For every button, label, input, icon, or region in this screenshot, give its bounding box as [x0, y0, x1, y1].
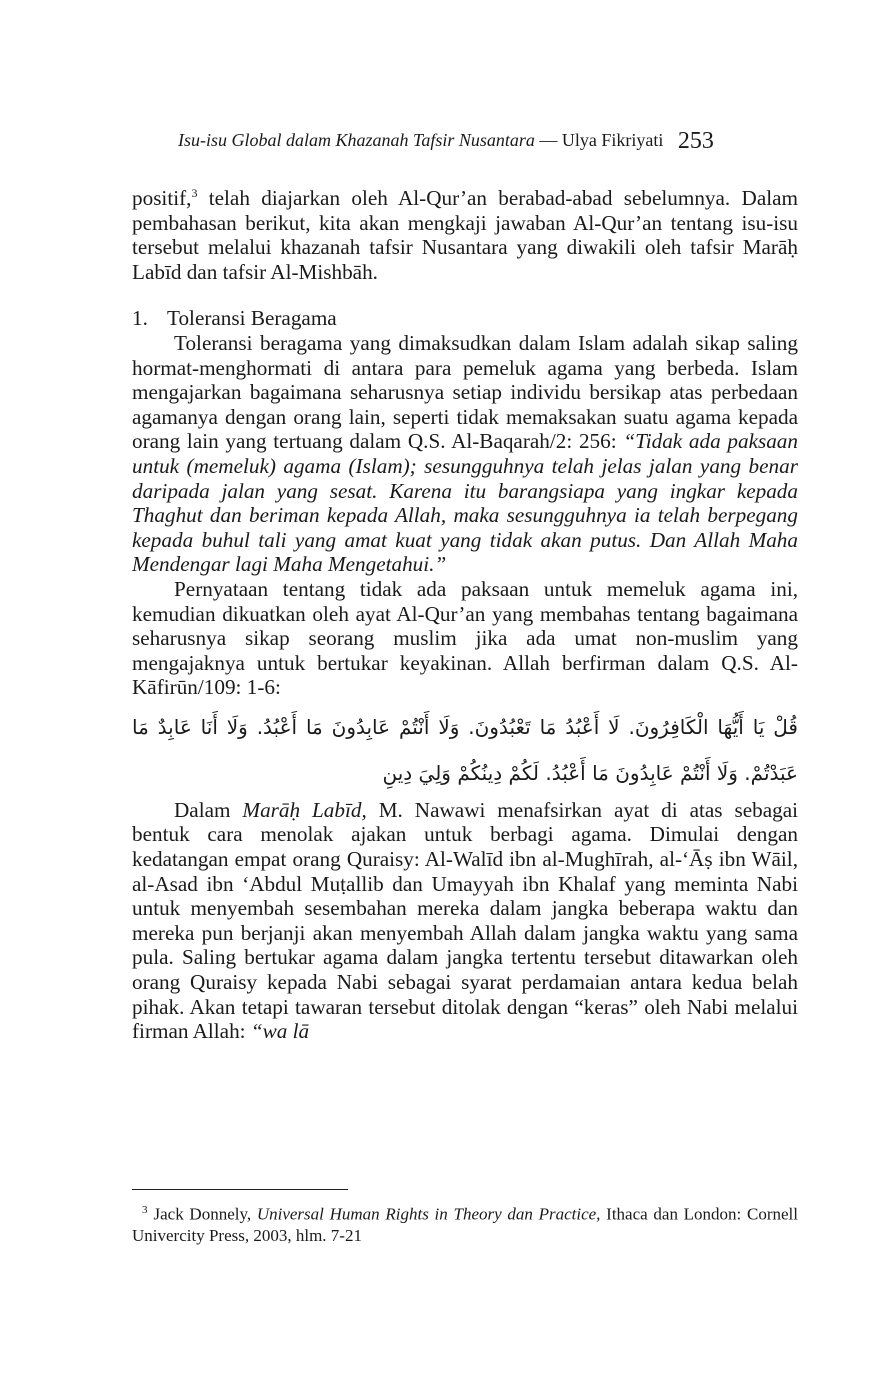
section-number: 1.	[132, 306, 148, 331]
quran-quote-baqarah: “Tidak ada paksaan untuk (memeluk) agama (Islam); sesungguhnya telah jelas jalan yang benar daripada jalan yang sesat. Karena itu barangsiapa yang ingkar kepada Thaghut dan beriman kepada Allah, maka sesungguhnya ia telah berpegang kepada buhul tali yang amat kuat yang tidak akan putus. Dan Allah Maha Mendengar lagi Maha Mengetahui.”	[132, 429, 798, 577]
footnote-book-title: Universal Human Rights in Theory dan Practice,	[256, 1204, 601, 1224]
paragraph-intro-rest: telah diajarkan oleh Al-Qur’an berabad-abad sebelumnya. Dalam pembahasan berikut, kita akan mengkaji jawaban Al-Qur’an tentang isu-isu tersebut melalui khazanah tafsir Nusantara yang diwakili oleh tafsir Marāḥ Labīd dan tafsir Al-Mishbāh.	[132, 186, 798, 284]
arabic-verse	[132, 704, 798, 796]
paragraph-marah-labid-start: Dalam	[174, 797, 243, 822]
body-text	[132, 186, 798, 1044]
running-head-author: Ulya Fikriyati	[561, 130, 664, 150]
section-heading	[132, 306, 798, 331]
footnote-divider	[132, 1189, 348, 1190]
footnote-author: Jack Donnely,	[153, 1204, 257, 1224]
footnote-publication: Ithaca dan London: Cornell Univercity Press, 2003, hlm. 7-21	[132, 1204, 798, 1245]
running-head-title: Isu-isu Global dalam Khazanah Tafsir Nusantara	[178, 130, 535, 150]
page-number: 253	[677, 128, 714, 154]
section-title: Toleransi Beragama	[167, 306, 337, 331]
paragraph-tolerance	[132, 331, 798, 577]
paragraph-intro-start: positif,	[132, 186, 192, 210]
footnote-number: 3	[142, 1204, 148, 1216]
running-head	[178, 126, 798, 153]
book-title-marah-labid: Marāḥ Labīd,	[242, 797, 367, 822]
footnote	[132, 1200, 798, 1246]
paragraph-tolerance-text: Toleransi beragama yang dimaksudkan dalam Islam adalah sikap saling hormat-menghormati di antara para pemeluk agama yang berbeda. Islam mengajarkan bagaimana seharusnya setiap individu bersikap atas perbedaan agamanya dengan orang lain, seperti tidak memaksakan suatu agama kepada orang lain yang tertuang dalam Q.S. Al-Baqarah/2: 256:	[132, 330, 798, 454]
arabic-verse-line-1: قُلْ يَا أَيُّهَا الْكَافِرُونَ. لَا أَعْبُدُ مَا تَعْبُدُونَ. وَلَا أَنْتُمْ عَابِدُونَ مَا أَعْبُدُ. وَلَا أَنَا عَابِدٌ مَا	[132, 714, 798, 739]
paragraph-statement: Pernyataan tentang tidak ada paksaan untuk memeluk agama ini, kemudian dikuatkan oleh ayat Al-Qur’an yang membahas tentang bagaimana seharusnya sikap seorang muslim jika ada umat non-muslim yang mengajaknya untuk bertukar keyakinan. Allah berfirman dalam Q.S. Al-Kāfirūn/109: 1-6:	[132, 576, 798, 700]
footnote-ref[interactable]: 3	[191, 185, 198, 200]
paragraph-marah-labid-text: M. Nawawi menafsirkan ayat di atas sebagai bentuk cara menolak ajakan untuk berbagi agama. Dimulai dengan kedatangan empat orang Quraisy: Al-Walīd ibn al-Mughīrah, al-‘Āṣ ibn Wāil, al-Asad ibn ‘Abdul Muṭallib dan Umayyah ibn Khalaf yang meminta Nabi untuk menyembah sesembahan mereka dalam jangka beberapa waktu dan mereka pun berjanji akan menyembah Allah dalam jangka waktu yang sama pula. Saling bertukar agama dalam jangka tertentu tersebut ditawarkan oleh orang Quraisy kepada Nabi sebagai syarat perdamaian antara kedua belah pihak. Akan tetapi tawaran tersebut ditolak dengan “keras” oleh Nabi melalui firman Allah:	[132, 797, 798, 1044]
paragraph-marah-labid	[132, 798, 798, 1044]
running-head-separator: —	[539, 130, 558, 150]
paragraph-intro	[132, 186, 798, 284]
quote-wa-la: “wa lā	[250, 1019, 310, 1044]
arabic-verse-line-2: عَبَدْتُمْ. وَلَا أَنْتُمْ عَابِدُونَ مَا أَعْبُدُ. لَكُمْ دِينُكُمْ وَلِيَ دِينِ	[382, 760, 798, 785]
